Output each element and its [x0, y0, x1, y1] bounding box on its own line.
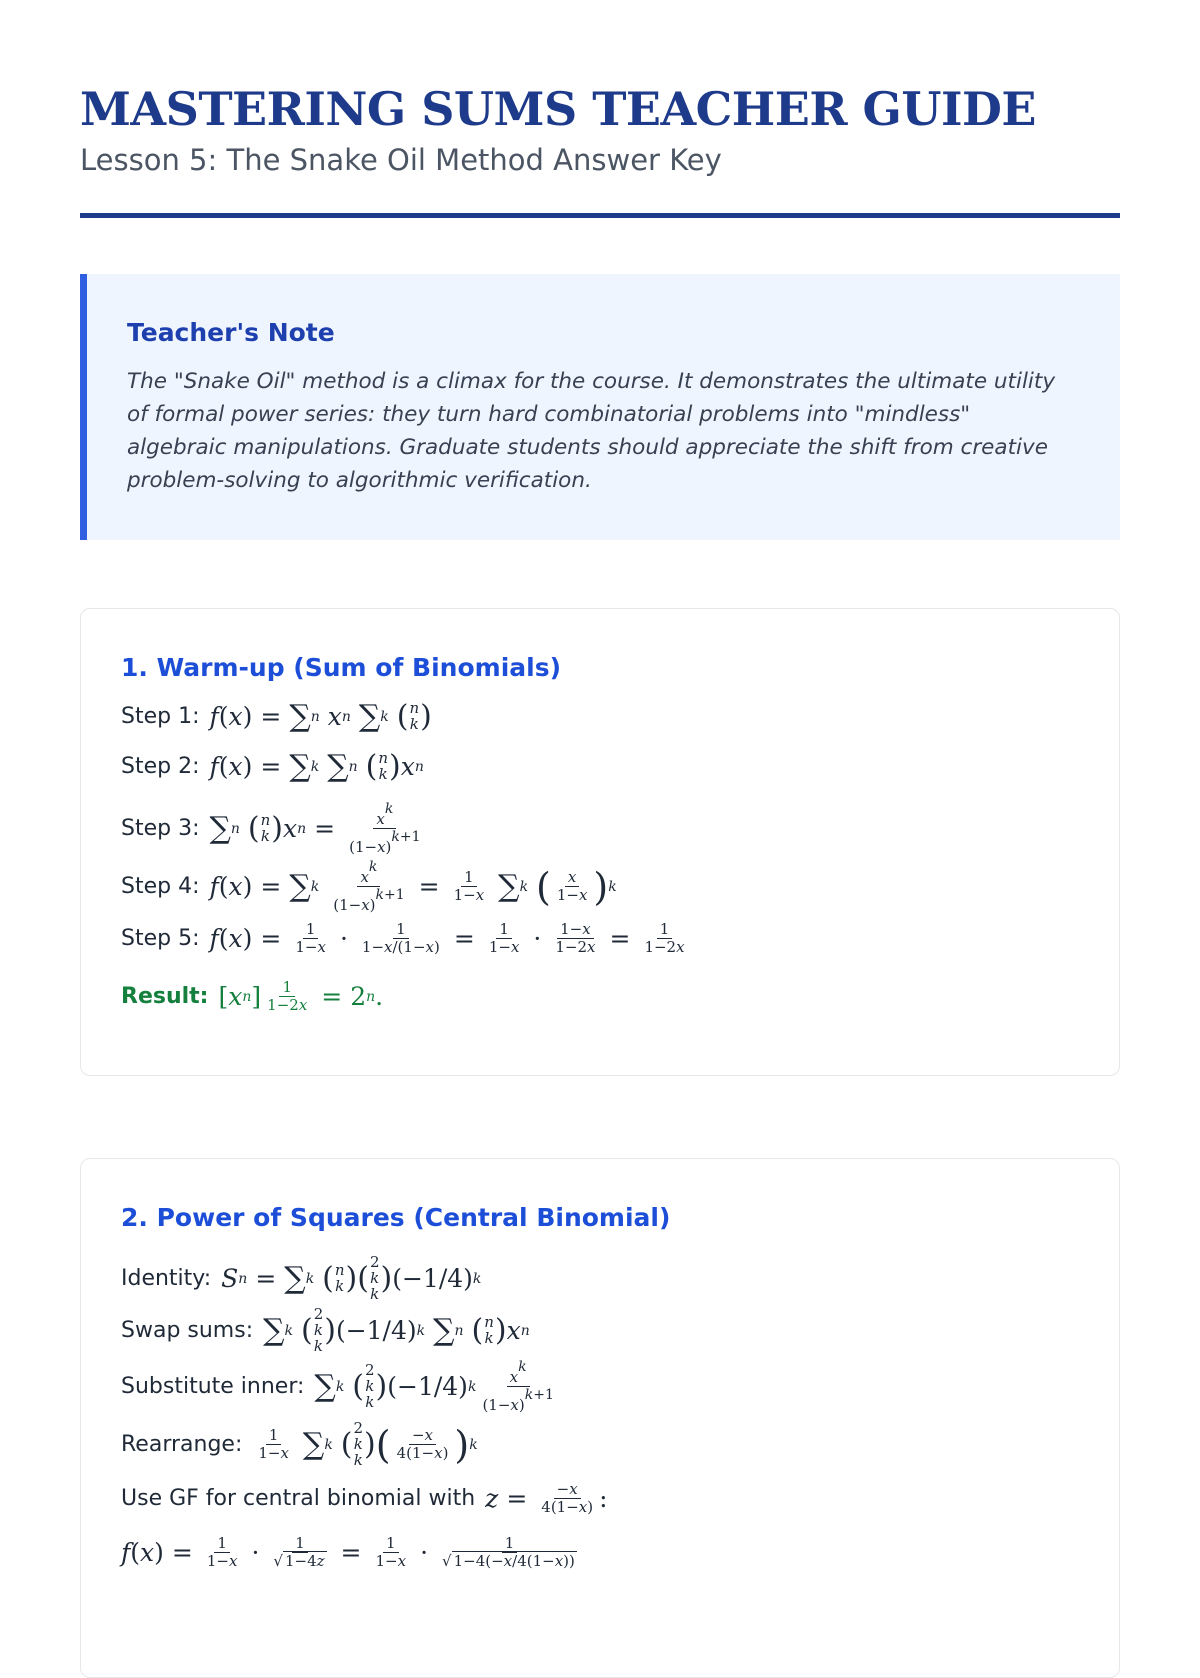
step-formula: ∑ n ( n k ) x n = $\frac{x^k}{(1-x)^{k+1}}$: [209, 801, 421, 857]
step-formula: $\frac{1}{1-x}$ ∑ k ( 2 k k ) ( $\frac{-x}{4(1-x)}$ ) k: [258, 1419, 478, 1469]
step-label: Step 1:: [121, 704, 200, 730]
step-line: [121, 698, 432, 734]
page-subtitle: Lesson 5: The Snake Oil Method Answer Key: [80, 143, 722, 178]
step-line: [121, 801, 427, 857]
step-formula: z = $\frac{-x}{4(1-x)}$ :: [485, 1480, 608, 1517]
step-line: [121, 1421, 478, 1468]
step-line: [121, 1535, 583, 1571]
teacher-note: [80, 274, 1120, 540]
step-formula: f ( x ) = ∑ k $\frac{x^k}{(1-x)^{k+1}}$ = $\frac{1}{1-x}$ ∑ k ( $\frac{x}{1-x}$ ) k: [209, 859, 617, 915]
teacher-note-title: Teacher's Note: [127, 318, 335, 347]
step-formula: ∑ k ( 2 k k ) (−1/4) k $\frac{x^k}{(1-x)^{k+1}}$: [314, 1359, 554, 1415]
step-formula: S n = ∑ k ( n k ) ( 2 k k ) (−1/4) k: [221, 1253, 482, 1303]
step-line: [121, 1359, 560, 1415]
problem-title: 1. Warm-up (Sum of Binomials): [121, 653, 562, 682]
problem-title: 2. Power of Squares (Central Binomial): [121, 1203, 671, 1232]
step-line: [121, 1307, 530, 1354]
problem-card-warm-up: [80, 608, 1120, 1076]
step-formula: ∑ k ( 2 k k ) (−1/4) k ∑ n ( n k ) x n: [263, 1305, 530, 1355]
step-label: Step 4:: [121, 874, 200, 900]
problem-card-central-binomial: [80, 1158, 1120, 1678]
step-label: Swap sums:: [121, 1318, 254, 1344]
step-line: [121, 921, 691, 957]
page-header: [80, 82, 1120, 177]
step-label: Identity:: [121, 1266, 212, 1292]
step-label: Step 5:: [121, 926, 200, 952]
step-formula: f ( x ) = ∑ k ∑ n ( n k ) x n: [209, 748, 424, 784]
step-line: [121, 1481, 608, 1517]
step-label: Use GF for central binomial with: [121, 1486, 476, 1512]
step-label: Rearrange:: [121, 1432, 243, 1458]
step-formula: f ( x ) = $\frac{1}{1-x}$ · $\frac{1}{√ 1-4z}$ = $\frac{1}{1-x}$ · $\frac{1}{√ 1-4(-x/4(1-x))}$: [121, 1534, 575, 1571]
step-label: Step 2:: [121, 754, 200, 780]
step-line: [121, 1255, 481, 1302]
step-formula: f ( x ) = ∑ n x n ∑ k ( n k ): [209, 698, 432, 734]
result-line: [121, 979, 383, 1015]
step-label: Substitute inner:: [121, 1374, 305, 1400]
result-formula: [ x n ] $\frac{1}{1-2x}$ = 2 n .: [218, 978, 384, 1015]
step-line: [121, 748, 424, 784]
result-label: Result:: [121, 984, 209, 1010]
teacher-note-text: The "Snake Oil" method is a climax for the course. It demonstrates the ultimate utility of formal power series: they turn hard combinatorial problems into "mindless" algebraic manipulations. Graduate students should appreciate the shift from creative problem-solving to algorithmic verification.: [127, 369, 1056, 493]
step-line: [121, 859, 617, 915]
step-label: Step 3:: [121, 816, 200, 842]
page-title: MASTERING SUMS TEACHER GUIDE: [80, 82, 1036, 136]
step-formula: f ( x ) = $\frac{1}{1-x}$ · $\frac{1}{1-x/(1-x)}$ = $\frac{1}{1-x}$ · $\frac{1-x}{1-2x}$ = $\frac{1}{1-2x}$: [209, 920, 685, 957]
header-divider: [80, 213, 1120, 218]
